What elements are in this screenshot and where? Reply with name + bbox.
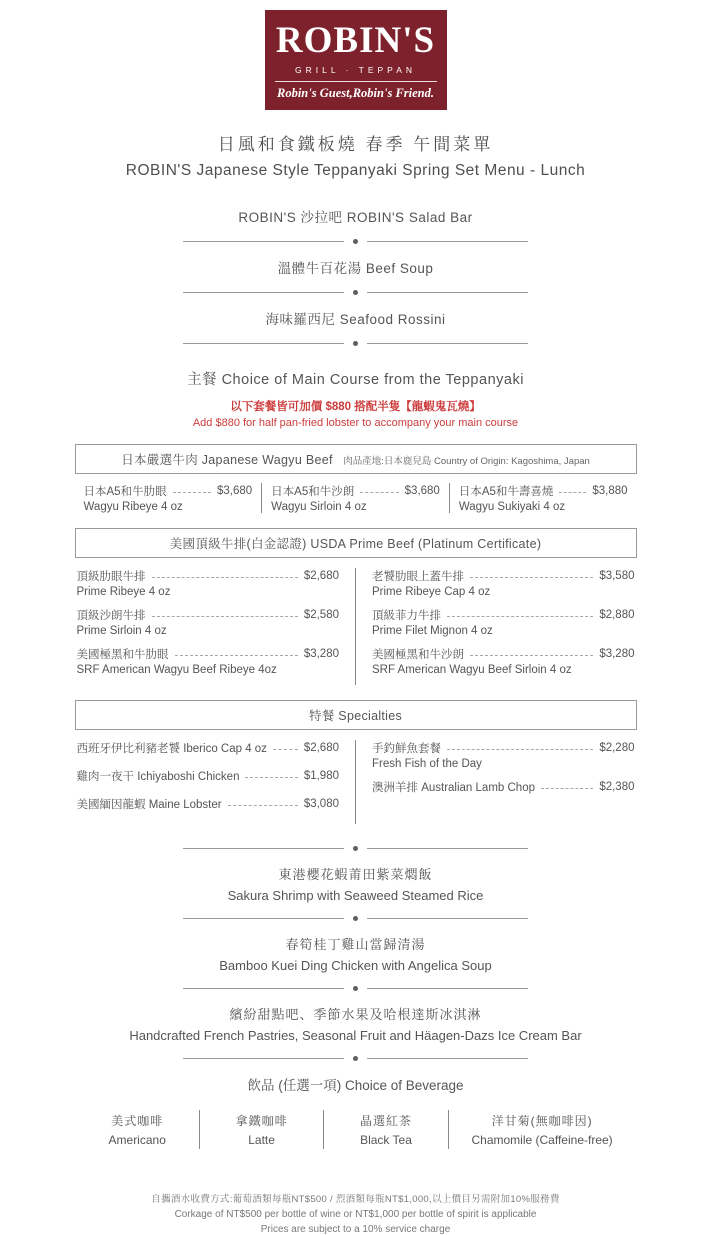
course-seafood-rossini: 海味羅西尼 Seafood Rossini — [265, 312, 446, 327]
item-name-zh: 雞肉一夜干 Ichiyaboshi Chicken — [76, 771, 240, 783]
item-name-en: Wagyu Sukiyaki 4 oz — [458, 501, 566, 513]
menu-item — [77, 568, 340, 598]
beverage-name-zh: 晶選紅茶 — [359, 1114, 412, 1128]
section-header-wagyu — [75, 444, 637, 474]
corkage-note-zh: 自攜酒水收費方式:葡萄酒類每瓶NT$500 / 烈酒類每瓶NT$1,000,以上價目另需附加10%服務費 — [151, 1194, 560, 1205]
item-name-zh: 日本A5和牛壽喜燒 — [458, 486, 554, 498]
course-divider — [183, 239, 528, 244]
item-name-zh: 日本A5和牛肋眼 — [83, 486, 167, 498]
menu-item — [372, 568, 635, 598]
divider-dot — [353, 290, 358, 295]
item-name-zh: 美國極黑和牛沙朗 — [372, 649, 464, 661]
menu-item — [261, 483, 449, 513]
lobster-note-zh: 以下套餐皆可加價 $880 搭配半隻【龍蝦鬼瓦燒】 — [230, 401, 481, 413]
dotted-leader — [245, 777, 297, 778]
dotted-leader — [541, 788, 593, 789]
menu-item — [77, 607, 340, 637]
item-price: $3,680 — [404, 485, 440, 497]
item-name-zh: 頂級沙朗牛排 — [76, 610, 146, 622]
item-price: $2,580 — [303, 609, 339, 621]
beverage-name-zh: 美式咖啡 — [111, 1114, 164, 1128]
dotted-leader — [228, 805, 298, 806]
logo-tagline: Robin's Guest,Robin's Friend. — [277, 86, 434, 100]
course-divider — [183, 1056, 528, 1061]
dotted-leader — [470, 577, 593, 578]
dotted-leader — [447, 749, 593, 750]
dotted-leader — [360, 492, 398, 493]
restaurant-logo — [265, 10, 447, 110]
item-price: $2,680 — [303, 742, 339, 754]
item-price: $3,580 — [599, 570, 635, 582]
beverage-option — [448, 1110, 636, 1149]
dotted-leader — [470, 655, 593, 656]
menu-title-zh: 日風和食鐵板燒 春季 午間菜單 — [217, 135, 494, 154]
specialties-items-grid — [75, 740, 637, 824]
course-divider — [183, 341, 528, 346]
course-rice-en: Sakura Shrimp with Seaweed Steamed Rice — [227, 888, 484, 903]
dotted-leader — [273, 749, 298, 750]
item-price: $2,380 — [599, 781, 635, 793]
course-divider — [183, 846, 528, 851]
menu-item — [77, 768, 340, 784]
menu-item — [372, 779, 635, 795]
menu-title-en: ROBIN'S Japanese Style Teppanyaki Spring Set Menu - Lunch — [125, 162, 586, 179]
item-name-zh: 老饕肋眼上蓋牛排 — [372, 571, 464, 583]
service-charge-note: Prices are subject to a 10% service charge — [260, 1224, 451, 1235]
specialties-right-column — [355, 740, 637, 824]
course-dessert-en: Handcrafted French Pastries, Seasonal Fruit and Häagen-Dazs Ice Cream Bar — [129, 1028, 582, 1043]
item-price: $2,280 — [599, 742, 635, 754]
beverage-option — [199, 1110, 323, 1149]
menu-item — [75, 483, 262, 513]
item-name-zh: 手釣鮮魚套餐 — [372, 743, 441, 755]
item-name-en: Prime Ribeye 4 oz — [76, 586, 171, 598]
menu-page — [0, 10, 711, 1235]
prime-right-column — [355, 568, 637, 685]
menu-item — [449, 483, 637, 513]
menu-item — [77, 646, 340, 676]
specialties-header-title: 特餐 Specialties — [308, 709, 403, 723]
item-name-zh: 頂級肋眼牛排 — [76, 571, 146, 583]
dotted-leader — [152, 577, 298, 578]
item-price: $3,080 — [303, 798, 339, 810]
item-name-zh: 美國極黑和牛肋眼 — [76, 649, 169, 661]
beverage-name-en: Americano — [108, 1133, 166, 1147]
course-beef-soup: 溫體牛百花湯 Beef Soup — [277, 261, 434, 276]
logo-brand-text: ROBIN'S — [275, 20, 436, 61]
wagyu-items-row — [75, 483, 637, 513]
beverage-option — [323, 1110, 447, 1149]
menu-item — [77, 796, 340, 812]
dotted-leader — [152, 616, 298, 617]
item-name-zh: 日本A5和牛沙朗 — [271, 486, 355, 498]
item-name-en: Wagyu Ribeye 4 oz — [83, 501, 183, 513]
divider-dot — [353, 986, 358, 991]
beverage-options-row — [76, 1110, 636, 1149]
item-price: $1,980 — [303, 770, 339, 782]
menu-item — [77, 740, 340, 756]
course-dessert-zh: 繽紛甜點吧、季節水果及哈根達斯冰淇淋 — [229, 1007, 482, 1022]
item-price: $2,680 — [303, 570, 339, 582]
item-name-en: Prime Filet Mignon 4 oz — [372, 625, 493, 637]
item-name-en: Prime Ribeye Cap 4 oz — [372, 586, 491, 598]
logo-subbrand-text: GRILL · TEPPAN — [294, 65, 417, 75]
wagyu-header-title: 日本嚴選牛肉 Japanese Wagyu Beef — [121, 453, 333, 467]
prime-header-title: 美國頂級牛排(白金認證) USDA Prime Beef (Platinum Certificate) — [169, 537, 542, 551]
dotted-leader — [173, 492, 211, 493]
course-soup-en: Bamboo Kuei Ding Chicken with Angelica Soup — [219, 958, 492, 973]
beverage-name-zh: 洋甘菊(無咖啡因) — [491, 1114, 593, 1128]
logo-divider-line — [275, 81, 437, 82]
item-price: $3,280 — [303, 648, 339, 660]
divider-dot — [353, 846, 358, 851]
prime-items-grid — [75, 568, 637, 685]
item-price: $3,880 — [592, 485, 628, 497]
beverage-heading: 飲品 (任選一項) Choice of Beverage — [247, 1078, 464, 1093]
menu-item — [372, 646, 635, 676]
item-name-zh: 西班牙伊比利豬老饕 Iberico Cap 4 oz — [76, 743, 267, 755]
course-divider — [183, 986, 528, 991]
item-price: $3,680 — [216, 485, 253, 497]
item-name-zh: 澳洲羊排 Australian Lamb Chop — [372, 782, 535, 794]
item-name-en: Fresh Fish of the Day — [372, 758, 482, 770]
divider-dot — [353, 1056, 358, 1061]
item-name-en: SRF American Wagyu Beef Sirloin 4 oz — [372, 664, 572, 676]
item-price: $2,880 — [599, 609, 635, 621]
item-name-zh: 頂級菲力牛排 — [372, 610, 441, 622]
main-course-heading: 主餐 Choice of Main Course from the Teppanyaki — [187, 372, 524, 388]
prime-left-column — [75, 568, 356, 685]
item-name-en: Wagyu Sirloin 4 oz — [271, 501, 367, 513]
lobster-note-en: Add $880 for half pan-fried lobster to accompany your main course — [192, 417, 519, 429]
course-divider — [183, 290, 528, 295]
wagyu-header-origin-note: 肉品產地:日本鹿兒島 Country of Origin: Kagoshima, Japan — [343, 456, 590, 467]
beverage-name-en: Latte — [248, 1133, 275, 1147]
item-name-en: SRF American Wagyu Beef Ribeye 4oz — [76, 664, 277, 676]
menu-item — [372, 607, 635, 637]
footer-notes — [0, 1191, 711, 1235]
course-divider — [183, 916, 528, 921]
dotted-leader — [559, 492, 586, 493]
beverage-name-zh: 拿鐵咖啡 — [235, 1114, 288, 1128]
specialties-left-column — [75, 740, 356, 824]
dotted-leader — [447, 616, 593, 617]
divider-dot — [353, 341, 358, 346]
beverage-option — [76, 1110, 199, 1149]
item-name-zh: 美國緬因龍蝦 Maine Lobster — [76, 799, 222, 811]
course-rice-zh: 東港櫻花蝦莆田紫菜燜飯 — [278, 867, 433, 882]
divider-dot — [353, 239, 358, 244]
item-name-en: Prime Sirloin 4 oz — [76, 625, 167, 637]
course-soup-zh: 春筍桂丁雞山當歸清湯 — [285, 937, 426, 952]
beverage-name-en: Chamomile (Caffeine-free) — [471, 1133, 613, 1147]
corkage-note-en: Corkage of NT$500 per bottle of wine or NT$1,000 per bottle of spirit is applicable — [174, 1209, 537, 1220]
course-salad-bar: ROBIN'S 沙拉吧 ROBIN'S Salad Bar — [238, 210, 473, 225]
item-price: $3,280 — [599, 648, 635, 660]
dotted-leader — [175, 655, 298, 656]
section-header-specialties — [75, 700, 637, 730]
beverage-name-en: Black Tea — [360, 1133, 412, 1147]
section-header-prime-beef — [75, 528, 637, 558]
menu-item — [372, 740, 635, 770]
divider-dot — [353, 916, 358, 921]
